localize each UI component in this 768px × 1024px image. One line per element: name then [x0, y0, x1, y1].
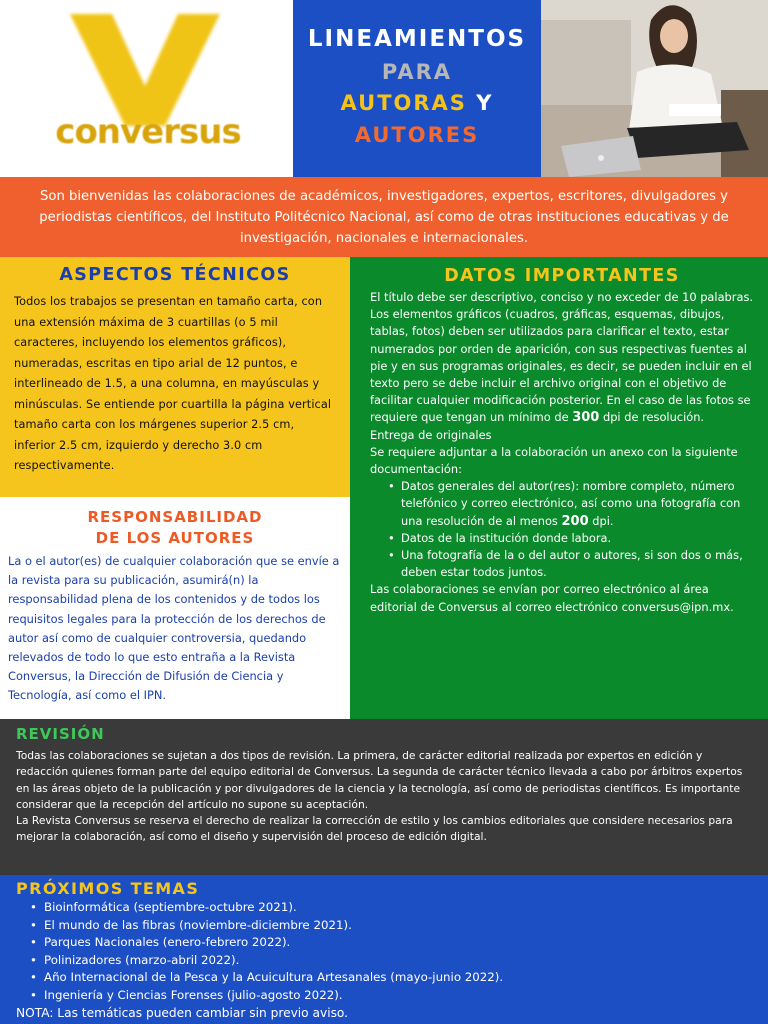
datos-dpi-number-2: 200 — [561, 513, 589, 529]
title-line-2: PARA — [381, 60, 453, 84]
datos-paragraph-3: Las colaboraciones se envían por correo electrónico al área editorial de Conversus al correo electrónico conversus@ipn.mx. — [370, 582, 734, 614]
responsabilidad-title-line-1: RESPONSABILIDAD — [87, 508, 263, 526]
revision-title: REVISIÓN — [16, 725, 105, 743]
datos-importantes-section — [350, 257, 768, 719]
datos-paragraph-1-text: El título debe ser descriptivo, conciso y no exceder de 10 palabras. Los elementos gráficos (cuadros, gráficas, esquemas, dibujos, tablas, fotos) deben ser utilizados para clarificar el texto, estar numerados por orden de aparición, con sus respectivas fuentes al pie y en sus programas originales, es decir, se pueden incluir en el texto pero se debe incluir el archivo original con el objetivo de facilitar cualquier modificación posterior. En el caso de las fotos se requiere que tengan un mínimo de — [370, 290, 754, 425]
responsabilidad-text: La o el autor(es) de cualquier colaboración que se envíe a la revista para su publicación, asumirá(n) la responsabilidad plena de los contenidos y de todos los requisitos legales para la protección de los derechos de autor así como de cualquier controversia, quedando relevados de todo lo que esto entraña a la Revista Conversus, la Dirección de Difusión de Ciencia y Tecnología, así como el IPN. — [8, 554, 340, 703]
title-block — [293, 0, 541, 177]
aspectos-tecnicos-section — [0, 257, 350, 497]
title-line-1: LINEAMIENTOS — [307, 26, 527, 52]
list-item: • Una fotografía de la o del autor o autores, si son dos o más, deben estar todos juntos. — [388, 547, 754, 581]
datos-list — [388, 478, 754, 581]
aspectos-tecnicos-text: Todos los trabajos se presentan en tamaño carta, con una extensión máxima de 3 cuartillas (o 5 mil caracteres, incluyendo los elementos gráficos), numeradas, escritas en tipo arial de 12 puntos, e interlineado de 1.5, a una columna, en mayúsculas y minúsculas. Se entiende por cuartilla la página vertical tamaño carta con los márgenes superior 2.5 cm, inferior 2.5 cm, izquierdo y derecho 3.0 cm respectivamente. — [14, 295, 332, 472]
list-item: • El mundo de las fibras (noviembre-diciembre 2021). — [26, 917, 752, 935]
conversus-logo-icon — [60, 8, 230, 128]
header-photo — [541, 0, 768, 177]
logo-block — [0, 0, 293, 177]
revision-paragraph-1: Todas las colaboraciones se sujetan a dos tipos de revisión. La primera, de carácter editorial realizada por expertos en edición y redacción quienes forman parte del equipo editorial de Conversus. La segunda de carácter técnico llevada a cabo por árbitros expertos en las áreas objeto de la publicación y por divulgadores de la ciencia y la tecnología, así como de periodistas científicos. Es importante considerar que la recepción del artículo no supone su aceptación. — [16, 749, 743, 811]
datos-paragraph-2: Se requiere adjuntar a la colaboración un anexo con la siguiente documentación: — [370, 444, 738, 477]
list-item — [388, 478, 754, 530]
logo-wordmark: conversus — [55, 112, 241, 152]
intro-banner: Son bienvenidas las colaboraciones de académicos, investigadores, expertos, escritores, divulgadores y periodistas científicos, del Instituto Politécnico Nacional, así como de otras instituciones educativas y de investigación, nacionales e internacionales. — [0, 177, 768, 257]
title-line-4: AUTORES — [354, 123, 480, 147]
datos-paragraph-1 — [370, 289, 754, 427]
revision-paragraph-2: La Revista Conversus se reserva el derecho de realizar la corrección de estilo y los cambios editoriales que considere necesarios para mejorar la colaboración, así como el diseño y supervisión del proceso de edición digital. — [16, 814, 733, 844]
responsabilidad-title — [8, 507, 342, 549]
proximos-temas-section — [0, 875, 768, 1024]
title-y: Y — [476, 91, 494, 115]
responsabilidad-section — [0, 497, 350, 719]
list-item: • Polinizadores (marzo-abril 2022). — [26, 952, 752, 970]
revision-section — [0, 719, 768, 875]
nota-text: NOTA: Las temáticas pueden cambiar sin previo aviso. — [16, 1005, 349, 1020]
title-autoras: AUTORAS — [340, 91, 467, 115]
datos-paragraph-1-end: dpi de resolución. — [602, 410, 705, 425]
list-item: • Datos de la institución donde labora. — [388, 530, 754, 547]
entrega-heading: Entrega de originales — [370, 427, 492, 442]
aspectos-tecnicos-title: ASPECTOS TÉCNICOS — [59, 265, 291, 285]
proximos-temas-title: PRÓXIMOS TEMAS — [16, 879, 200, 898]
list-item-end: dpi. — [592, 513, 614, 528]
list-item: • Parques Nacionales (enero-febrero 2022). — [26, 934, 752, 952]
datos-importantes-title: DATOS IMPORTANTES — [444, 266, 680, 286]
list-item-text: Datos generales del autor(res): nombre completo, número telefónico y correo electrónico, así como una fotografía con una resolución de al menos — [401, 479, 741, 528]
responsabilidad-title-line-2: DE LOS AUTORES — [95, 529, 255, 547]
temas-list — [26, 899, 752, 1005]
title-line-3 — [293, 91, 541, 115]
woman-working-photo-icon — [541, 0, 768, 177]
datos-dpi-number: 300 — [572, 410, 600, 426]
list-item: • Ingeniería y Ciencias Forenses (julio-agosto 2022). — [26, 987, 752, 1005]
list-item: • Año Internacional de la Pesca y la Acuicultura Artesanales (mayo-junio 2022). — [26, 969, 752, 987]
list-item: • Bioinformática (septiembre-octubre 2021). — [26, 899, 752, 917]
